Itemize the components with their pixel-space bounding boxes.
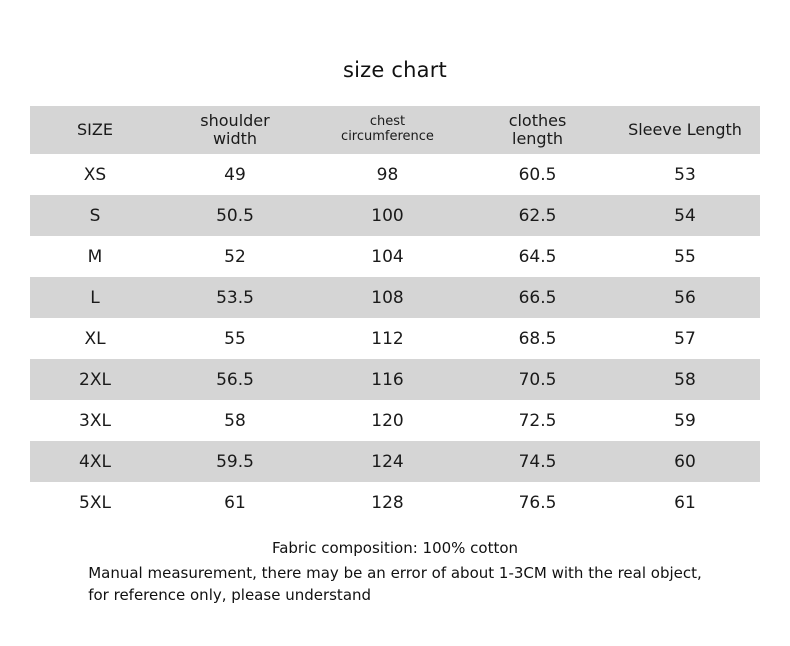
cell-value: 61 bbox=[674, 492, 696, 513]
cell-value: 68.5 bbox=[518, 328, 557, 349]
column-header-size-label: SIZE bbox=[77, 120, 113, 140]
cell-value: 66.5 bbox=[518, 287, 557, 308]
table-row bbox=[30, 236, 760, 277]
column-header-shoulder-line2: width bbox=[212, 129, 258, 148]
column-header-length-line1: clothes bbox=[508, 111, 567, 131]
cell-value: 55 bbox=[224, 328, 246, 349]
cell-size: XL bbox=[84, 328, 106, 349]
table-row bbox=[30, 400, 760, 441]
fabric-composition-note: Fabric composition: 100% cotton bbox=[271, 539, 519, 557]
column-header-sleeve-length bbox=[610, 106, 760, 154]
cell-value: 74.5 bbox=[518, 451, 557, 472]
cell-size: S bbox=[89, 205, 101, 226]
column-header-chest-line1: chest bbox=[369, 114, 406, 130]
cell-size: 3XL bbox=[79, 410, 111, 431]
cell-size: 2XL bbox=[79, 369, 111, 390]
column-header-size bbox=[30, 106, 160, 154]
cell-value: 60.5 bbox=[518, 164, 557, 185]
column-header-chest-circumference bbox=[310, 106, 465, 154]
cell-value: 70.5 bbox=[518, 369, 557, 390]
measurement-disclaimer-line1: Manual measurement, there may be an error of about 1-3CM with the real object, bbox=[88, 564, 702, 582]
cell-value: 57 bbox=[674, 328, 696, 349]
table-row bbox=[30, 318, 760, 359]
cell-value: 56 bbox=[674, 287, 696, 308]
cell-value: 116 bbox=[371, 369, 404, 390]
column-header-length-line2: length bbox=[512, 129, 563, 148]
cell-size: 4XL bbox=[79, 451, 111, 472]
column-header-shoulder-width bbox=[160, 106, 310, 154]
column-header-sleeve-label: Sleeve Length bbox=[628, 120, 742, 140]
cell-value: 72.5 bbox=[518, 410, 557, 431]
cell-value: 52 bbox=[224, 246, 246, 267]
cell-value: 53.5 bbox=[216, 287, 254, 308]
cell-value: 120 bbox=[371, 410, 404, 431]
cell-value: 124 bbox=[371, 451, 404, 472]
cell-value: 53 bbox=[674, 164, 696, 185]
table-row bbox=[30, 195, 760, 236]
measurement-disclaimer bbox=[88, 563, 702, 607]
cell-value: 100 bbox=[371, 205, 404, 226]
table-row bbox=[30, 359, 760, 400]
table-body bbox=[30, 154, 760, 523]
measurement-disclaimer-line2: for reference only, please understand bbox=[88, 585, 372, 604]
cell-value: 98 bbox=[376, 164, 399, 185]
cell-value: 108 bbox=[371, 287, 404, 308]
cell-size: XS bbox=[83, 164, 107, 185]
cell-value: 58 bbox=[224, 410, 246, 431]
cell-size: M bbox=[87, 246, 103, 267]
cell-value: 76.5 bbox=[518, 492, 557, 513]
cell-value: 50.5 bbox=[216, 205, 254, 226]
cell-value: 61 bbox=[224, 492, 246, 513]
table-row bbox=[30, 482, 760, 523]
table-header bbox=[30, 106, 760, 154]
cell-value: 54 bbox=[674, 205, 696, 226]
size-table bbox=[30, 106, 760, 523]
cell-size: 5XL bbox=[79, 492, 111, 513]
notes-section bbox=[0, 539, 790, 607]
table-header-row bbox=[30, 106, 760, 154]
column-header-clothes-length bbox=[465, 106, 610, 154]
cell-value: 62.5 bbox=[518, 205, 557, 226]
cell-value: 104 bbox=[371, 246, 404, 267]
cell-size: L bbox=[90, 287, 100, 308]
cell-value: 112 bbox=[371, 328, 404, 349]
page-title: size chart bbox=[343, 58, 447, 82]
cell-value: 56.5 bbox=[216, 369, 254, 390]
table-row bbox=[30, 154, 760, 195]
table-row bbox=[30, 441, 760, 482]
cell-value: 49 bbox=[224, 164, 246, 185]
column-header-shoulder-line1: shoulder bbox=[200, 111, 270, 131]
cell-value: 58 bbox=[674, 369, 696, 390]
cell-value: 60 bbox=[674, 451, 696, 472]
table-row bbox=[30, 277, 760, 318]
cell-value: 128 bbox=[371, 492, 404, 513]
cell-value: 55 bbox=[674, 246, 696, 267]
cell-value: 59 bbox=[674, 410, 696, 431]
cell-value: 59.5 bbox=[216, 451, 254, 472]
cell-value: 64.5 bbox=[518, 246, 557, 267]
column-header-chest-line2: circumference bbox=[341, 129, 434, 144]
size-table-container bbox=[30, 106, 760, 523]
